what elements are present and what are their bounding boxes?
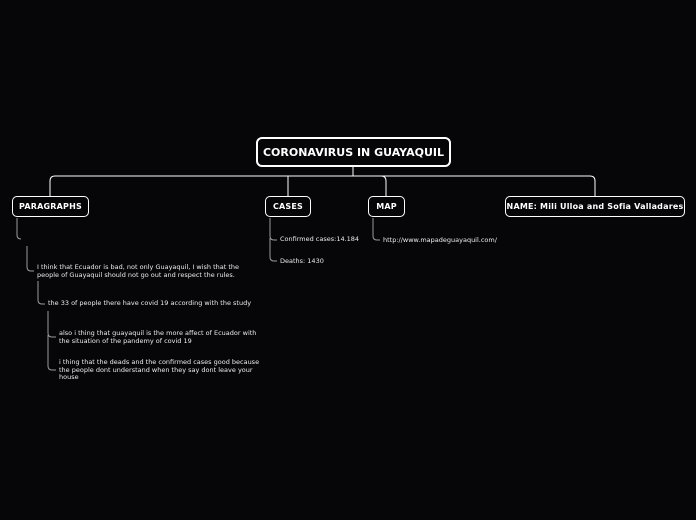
paragraph-2-line-1: the 33 of people there have covid 19 according with the study [48,299,252,307]
paragraph-1[interactable] [37,264,239,279]
connector-url [373,218,380,240]
map-url-label: http://www.mapadeguayaquil.com/ [383,236,497,244]
cases-deaths[interactable] [280,258,324,266]
branch-paragraphs-label: PARAGRAPHS [19,202,82,211]
paragraph-4-line-3: house [59,373,79,382]
connector-map [381,176,386,196]
branch-cases[interactable] [265,196,311,217]
cases-deaths-label: Deaths: 1430 [280,257,324,265]
connector-p4 [48,335,56,370]
connector-paragraphs-sub [17,218,21,239]
paragraph-4-line-2: the people dont understand when they say dont leave your [59,365,253,374]
paragraph-4[interactable] [59,359,259,382]
central-topic-label: CORONAVIRUS IN GUAYAQUIL [262,145,444,159]
central-topic[interactable] [256,137,451,167]
connector-branch-bus [55,176,595,196]
branch-cases-label: CASES [272,202,304,211]
connector-confirmed [270,218,277,240]
paragraph-1-line-2: people of Guayaquil should not go out and respect the rules. [37,270,235,279]
branch-map[interactable] [368,196,405,217]
branch-name[interactable] [505,196,685,217]
branch-map-label: MAP [376,202,397,211]
connector-p1 [27,246,34,271]
paragraph-3[interactable] [59,330,256,345]
connector-deaths [270,238,277,261]
paragraph-2[interactable] [48,300,251,308]
paragraph-3-line-2: the situation of the pandemy of covid 19 [59,336,192,345]
connector-p2 [38,281,45,304]
connector-paragraphs [50,176,55,196]
cases-confirmed[interactable] [280,236,359,244]
connector-p3 [48,311,56,337]
paragraph-3-line-1: also i thing that guayaquil is the more affect of Ecuador with [59,329,257,337]
branch-name-label: NAME: Mili Ulloa and Sofia Valladares [506,202,684,211]
paragraph-1-line-1: I think that Ecuador is bad, not only Guayaquil, I wish that the [37,263,240,271]
paragraph-4-line-1: i thing that the deads and the confirmed cases good because [59,358,260,366]
cases-confirmed-label: Confirmed cases:14.184 [280,235,360,243]
map-url-link[interactable] [383,237,497,245]
branch-paragraphs[interactable] [12,196,89,217]
